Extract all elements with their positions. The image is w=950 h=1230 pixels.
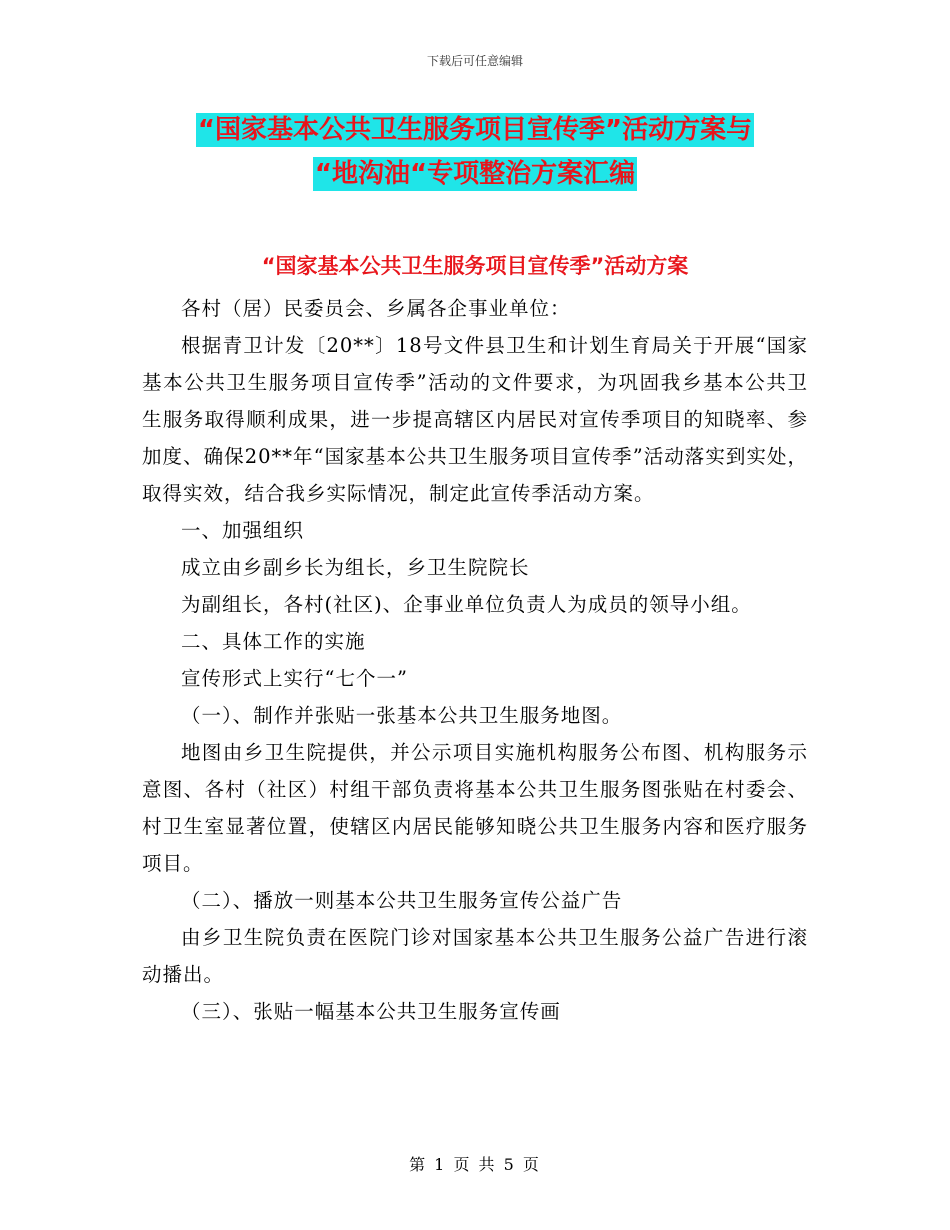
item-two-heading: （二）、播放一则基本公共卫生服务宣传公益广告: [181, 889, 623, 912]
paragraph-leadership-2: 为副组长，各村(社区)、企事业单位负责人为成员的领导小组。: [181, 593, 752, 616]
main-title-line-2: [0, 157, 950, 191]
main-title-line-1-text: “国家基本公共卫生服务项目宣传季”活动方案与: [197, 115, 753, 145]
paragraph-leadership-1: 成立由乡副乡长为组长，乡卫生院院长: [181, 556, 530, 579]
paragraph-seven-ones: 宣传形式上实行“七个一”: [181, 667, 408, 690]
main-title-line-2-text: “地沟油“专项整治方案汇编: [314, 159, 636, 189]
item-one-heading: （一）、制作并张贴一张基本公共卫生服务地图。: [181, 704, 623, 727]
item-one-body: 地图由乡卫生院提供，并公示项目实施机构服务公布图、机构服务示意图、各村（社区）村组干部负责将基本公共卫生服务图张贴在村委会、村卫生室显著位置，使辖区内居民能够知晓公共卫生服务内容和医疗服务项目。: [142, 741, 808, 875]
paragraph-salutation: 各村（居）民委员会、乡属各企事业单位：: [181, 297, 571, 320]
document-body: [142, 290, 808, 1030]
page-header-note: 下载后可任意编辑: [426, 54, 523, 68]
page-number-footer: 第 1 页 共 5 页: [409, 1155, 541, 1174]
heading-implementation: 二、具体工作的实施: [181, 630, 366, 653]
main-title-line-1: [0, 113, 950, 147]
paragraph-intro: 根据青卫计发〔20**〕18号文件县卫生和计划生育局关于开展“国家基本公共卫生服务项目宣传季”活动的文件要求，为巩固我乡基本公共卫生服务取得顺利成果，进一步提高辖区内居民对宣传季项目的知晓率、参加度、确保20**年“国家基本公共卫生服务项目宣传季”活动落实到实处，取得实效，结合我乡实际情况，制定此宣传季活动方案。: [142, 334, 808, 505]
item-two-body: 由乡卫生院负责在医院门诊对国家基本公共卫生服务公益广告进行滚动播出。: [142, 926, 808, 986]
section-title: “国家基本公共卫生服务项目宣传季”活动方案: [261, 254, 689, 278]
item-three-heading: （三）、张贴一幅基本公共卫生服务宣传画: [181, 1000, 561, 1023]
heading-organization: 一、加强组织: [181, 519, 305, 542]
